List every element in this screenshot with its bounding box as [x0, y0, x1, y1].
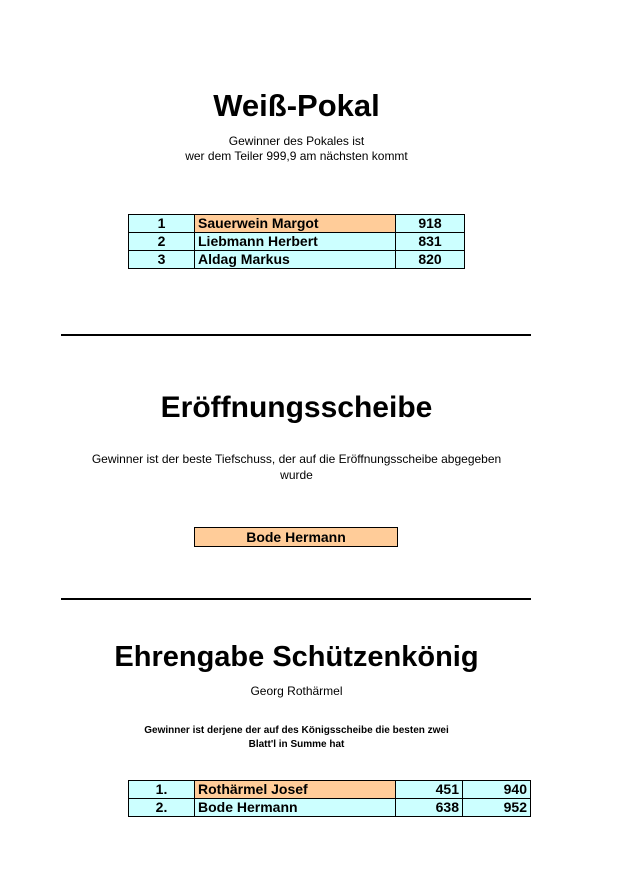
score2-cell: 940 — [463, 781, 531, 799]
score-cell: 820 — [396, 251, 465, 269]
name-cell: Sauerwein Margot — [195, 215, 396, 233]
weiss-pokal-table — [128, 214, 465, 269]
ehrengabe-desc-line1: Gewinner ist derjene der auf des Königsscheibe die besten zwei — [144, 725, 449, 736]
score2-cell: 952 — [463, 799, 531, 817]
weiss-pokal-title: Weiß-Pokal — [213, 88, 380, 123]
ehrengabe-subtitle: Georg Rothärmel — [250, 684, 343, 698]
table-row — [129, 251, 465, 269]
ehrengabe-title: Ehrengabe Schützenkönig — [114, 641, 479, 673]
rank-cell: 3 — [129, 251, 195, 269]
rank-cell: 2 — [129, 233, 195, 251]
eroeffnungsscheibe-winner: Bode Hermann — [194, 527, 398, 547]
name-cell: Bode Hermann — [195, 799, 396, 817]
ehrengabe-table — [128, 780, 531, 817]
score-cell: 831 — [396, 233, 465, 251]
score1-cell: 451 — [396, 781, 463, 799]
table-row — [129, 233, 465, 251]
ehrengabe-desc-line2: Blatt'l in Summe hat — [248, 739, 345, 750]
rank-cell: 2. — [129, 799, 195, 817]
table-row — [129, 215, 465, 233]
score1-cell: 638 — [396, 799, 463, 817]
name-cell: Aldag Markus — [195, 251, 396, 269]
rank-cell: 1. — [129, 781, 195, 799]
section-divider — [61, 334, 531, 336]
name-cell: Liebmann Herbert — [195, 233, 396, 251]
rank-cell: 1 — [129, 215, 195, 233]
table-row — [129, 781, 531, 799]
table-row — [129, 799, 531, 817]
score-cell: 918 — [396, 215, 465, 233]
name-cell: Rothärmel Josef — [195, 781, 396, 799]
weiss-pokal-desc-line2: wer dem Teiler 999,9 am nächsten kommt — [185, 149, 408, 163]
eroeffnungsscheibe-title: Eröffnungsscheibe — [160, 391, 433, 424]
section-divider — [61, 598, 531, 600]
weiss-pokal-desc-line1: Gewinner des Pokales ist — [228, 134, 365, 148]
eroeffnungsscheibe-desc-line2: wurde — [280, 468, 313, 482]
eroeffnungsscheibe-desc-line1: Gewinner ist der beste Tiefschuss, der auf die Eröffnungsscheibe abgegeben — [91, 452, 502, 466]
